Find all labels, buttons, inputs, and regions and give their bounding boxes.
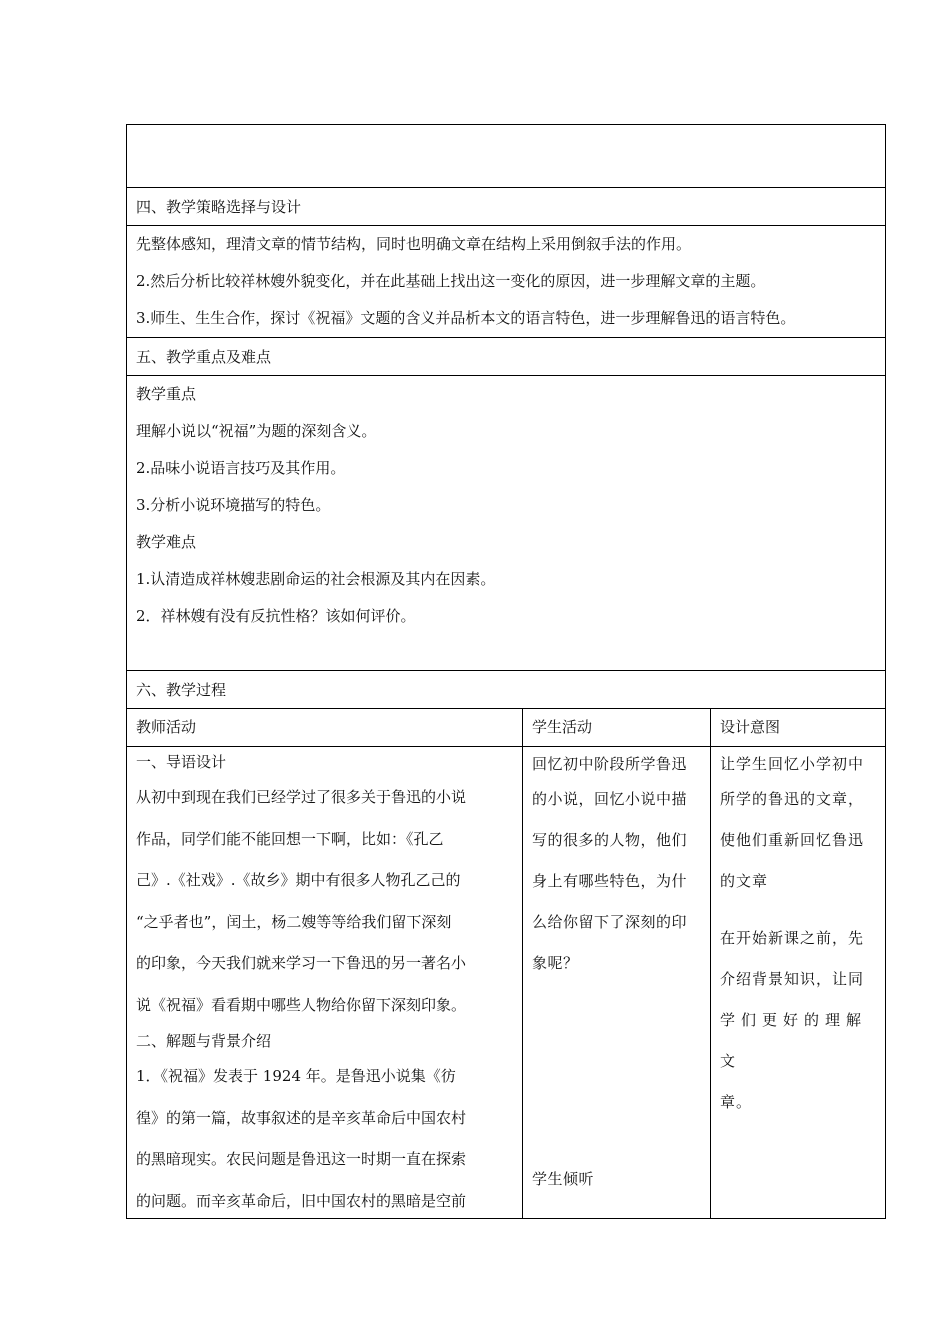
teacher-line: 的黑暗现实。农民问题是鲁迅这一时期一直在探索 bbox=[136, 1150, 467, 1168]
focus-line: 理解小说以“祝福”为题的深刻含义。 bbox=[136, 422, 377, 440]
header-design: 设计意图 bbox=[720, 718, 781, 736]
focus-line: 教学难点 bbox=[136, 533, 197, 551]
teacher-line: 作品，同学们能不能回想一下啊，比如：《孔乙 bbox=[136, 829, 444, 848]
teacher-line: 的印象，今天我们就来学习一下鲁迅的另一著名小 bbox=[136, 954, 467, 972]
focus-line: 3.分析小说环境描写的特色。 bbox=[136, 496, 331, 514]
design-line: 学们更好的理解文 bbox=[720, 1011, 868, 1070]
process-body-row bbox=[127, 747, 885, 1218]
strategy-line: 2.然后分析比较祥林嫂外貌变化，并在此基础上找出这一变化的原因，进一步理解文章的主题。 bbox=[136, 272, 766, 290]
blank-row bbox=[127, 125, 885, 188]
section-title-strategy: 四、教学策略选择与设计 bbox=[127, 188, 885, 226]
student-activity bbox=[523, 747, 711, 1218]
focus-line: 2．祥林嫂有没有反抗性格？该如何评价。 bbox=[136, 607, 416, 625]
section-title-process: 六、教学过程 bbox=[127, 671, 885, 709]
header-student: 学生活动 bbox=[523, 709, 711, 746]
teacher-line: 徨》的第一篇，故事叙述的是辛亥革命后中国农村 bbox=[136, 1108, 467, 1127]
section-title-focus: 五、教学重点及难点 bbox=[127, 338, 885, 376]
process-header-row bbox=[127, 709, 885, 747]
student-line: 写的很多的人物，他们 bbox=[532, 831, 688, 849]
design-line: 在开始新课之前，先 bbox=[720, 929, 865, 947]
focus-line: 2.品味小说语言技巧及其作用。 bbox=[136, 459, 346, 477]
student-line: 身上有哪些特色，为什 bbox=[532, 872, 688, 890]
student-line: 么给你留下了深刻的印 bbox=[532, 913, 688, 931]
teacher-line: 从初中到现在我们已经学过了很多关于鲁迅的小说 bbox=[136, 788, 467, 806]
student-listen: 学生倾听 bbox=[532, 1170, 595, 1188]
design-intent bbox=[711, 747, 885, 1218]
header-teacher: 教师活动 bbox=[127, 709, 523, 746]
design-line: 介绍背景知识，让同 bbox=[720, 970, 865, 988]
design-line: 使他们重新回忆鲁迅 bbox=[720, 831, 865, 849]
teacher-line: 的问题。而辛亥革命后，旧中国农村的黑暗是空前 bbox=[136, 1191, 467, 1210]
focus-line: 1.认清造成祥林嫂悲剧命运的社会根源及其内在因素。 bbox=[136, 570, 496, 588]
teacher-activity bbox=[127, 747, 523, 1218]
student-line: 回忆初中阶段所学鲁迅 bbox=[532, 755, 688, 773]
teacher-line: “之乎者也”，闰土，杨二嫂等等给我们留下深刻 bbox=[136, 912, 452, 931]
focus-content bbox=[127, 376, 885, 671]
focus-line: 教学重点 bbox=[136, 385, 197, 403]
student-line: 的小说，回忆小说中描 bbox=[532, 790, 688, 808]
teacher-line: 说《祝福》看看期中哪些人物给你留下深刻印象。 bbox=[136, 995, 467, 1014]
student-line: 象呢？ bbox=[532, 954, 579, 972]
design-line: 所学的鲁迅的文章， bbox=[720, 790, 865, 808]
teacher-line: 二、解题与背景介绍 bbox=[136, 1032, 272, 1050]
design-line: 章。 bbox=[720, 1093, 753, 1111]
teacher-line: 一、导语设计 bbox=[136, 753, 227, 771]
design-line: 让学生回忆小学初中 bbox=[720, 755, 865, 773]
strategy-line: 先整体感知，理清文章的情节结构，同时也明确文章在结构上采用倒叙手法的作用。 bbox=[136, 235, 692, 253]
teacher-line: 1．《祝福》发表于 1924 年。是鲁迅小说集《彷 bbox=[136, 1067, 456, 1085]
design-line: 的文章 bbox=[720, 872, 769, 890]
lesson-plan-table bbox=[126, 124, 886, 1219]
strategy-content bbox=[127, 226, 885, 338]
strategy-line: 3.师生、生生合作，探讨《祝福》文题的含义并品析本文的语言特色，进一步理解鲁迅的语言特色。 bbox=[136, 309, 796, 327]
teacher-line: 己》.《社戏》.《故乡》期中有很多人物孔乙己的 bbox=[136, 871, 461, 889]
